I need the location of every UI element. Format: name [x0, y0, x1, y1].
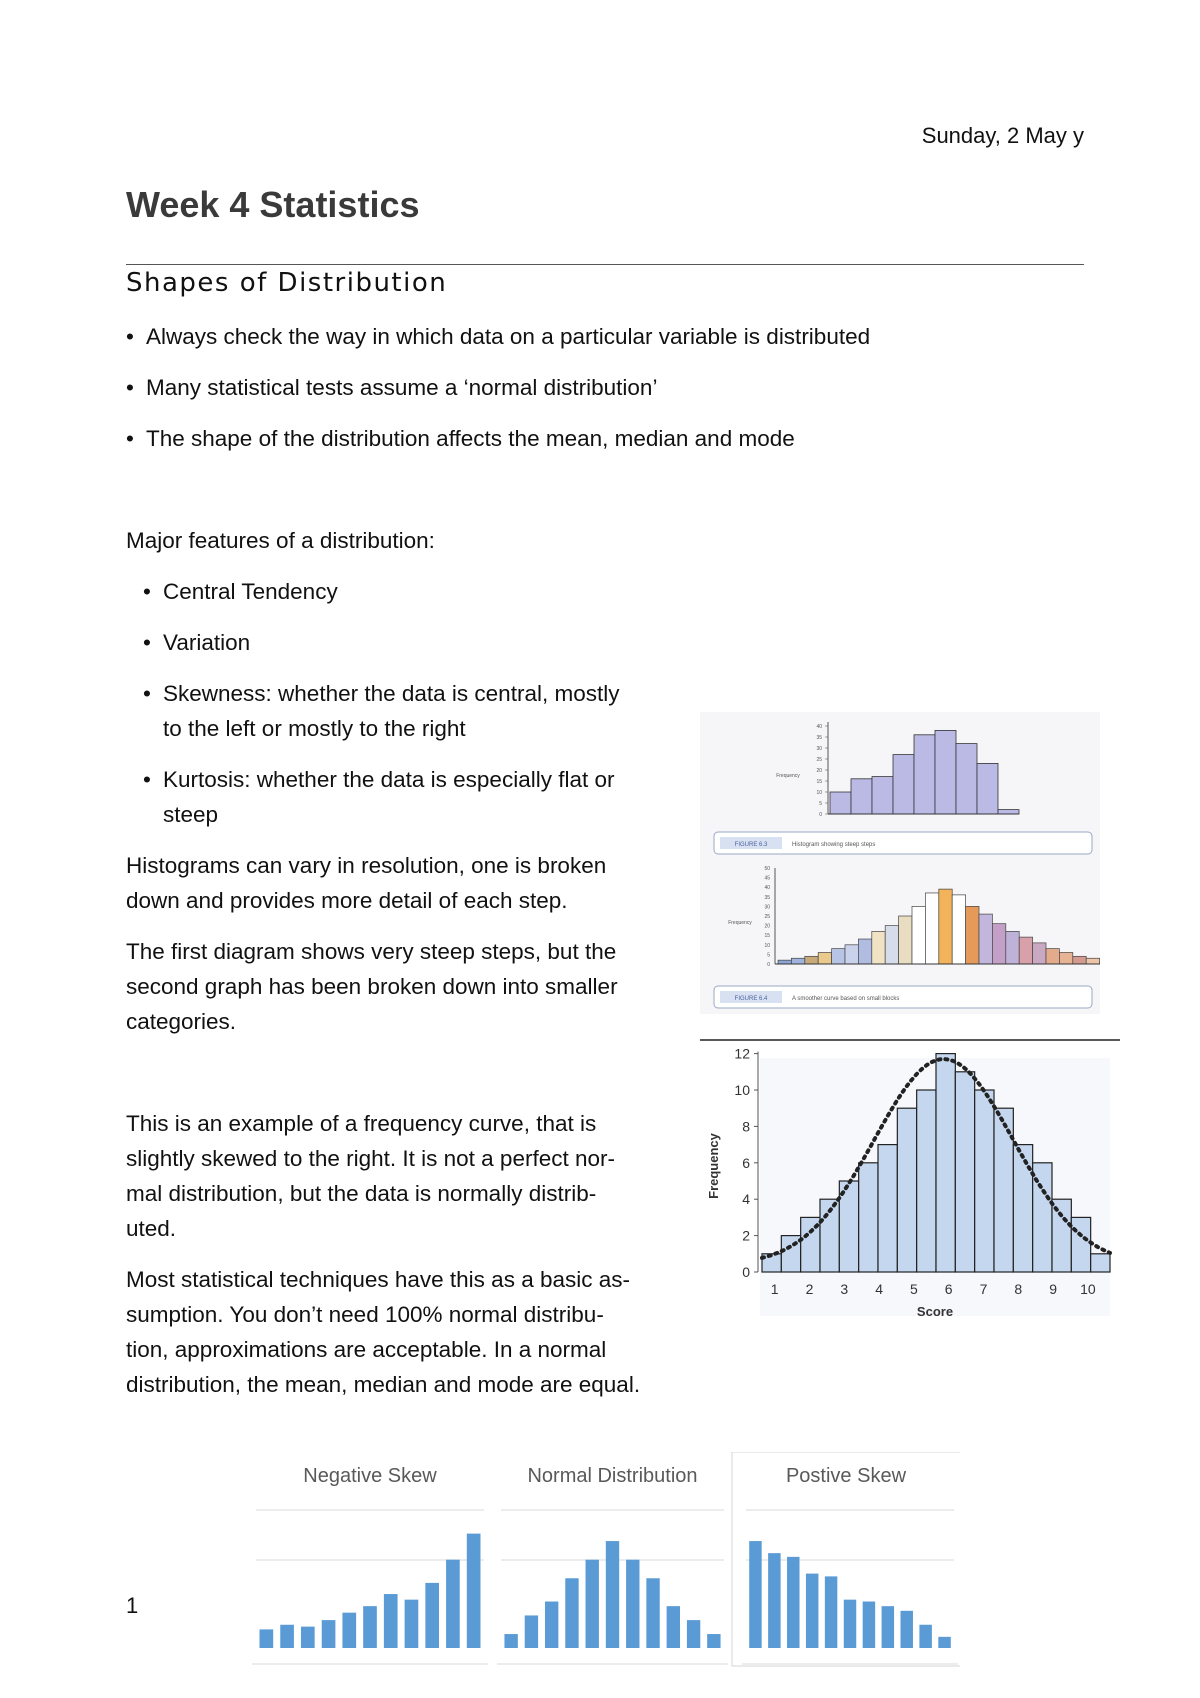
histogram-bar [1019, 937, 1032, 964]
page-title: Week 4 Statistics [126, 184, 420, 225]
histogram-bar [998, 810, 1019, 814]
histogram-bar [885, 926, 898, 964]
chart-bar [504, 1634, 517, 1648]
histogram-bar [1091, 1254, 1110, 1272]
y-tick-label: 12 [734, 1045, 750, 1062]
chart-bar [787, 1557, 799, 1648]
y-tick-label: 0 [819, 812, 822, 818]
y-tick-label: 25 [764, 914, 770, 920]
bullet-item: • The shape of the distribution affects the mean, median and mode [126, 426, 795, 451]
x-tick-label: 6 [944, 1281, 953, 1297]
frequency-curve-chart [700, 1036, 1120, 1338]
chart-bar [586, 1560, 599, 1648]
histogram-bar [917, 1090, 936, 1272]
chart-bar [707, 1634, 720, 1648]
chart-bar [545, 1602, 558, 1649]
y-tick-label: 5 [819, 801, 822, 807]
chart-bar [687, 1620, 700, 1648]
histogram-bar [805, 956, 818, 964]
y-tick-label: 4 [742, 1191, 750, 1208]
chart-bar [825, 1576, 837, 1648]
chart-bar [384, 1594, 398, 1648]
page-number: 1 [126, 1593, 139, 1618]
chart-bar [405, 1600, 419, 1648]
y-tick-label: 35 [764, 894, 770, 901]
histogram-bar [897, 1108, 916, 1272]
histogram-bar [845, 945, 858, 964]
histogram-bar [936, 1054, 955, 1272]
histogram-bar [872, 931, 885, 964]
chart-bar [565, 1578, 578, 1648]
chart-title: Normal Distribution [527, 1465, 698, 1487]
chart-bar [342, 1613, 356, 1648]
y-axis-label: Frequency [706, 1133, 721, 1199]
bullet-item: • Many statistical tests assume a ‘normal distribution’ [126, 375, 658, 400]
histogram-bar [952, 895, 965, 964]
y-tick-label: 20 [764, 923, 770, 930]
y-tick-label: 25 [816, 757, 822, 763]
paragraph-steps: The first diagram shows very steep steps, but the second graph has been broken down into smaller categories. [126, 939, 618, 1034]
heading-divider [126, 264, 1084, 265]
x-tick-label: 4 [875, 1281, 883, 1297]
caption-tag: FIGURE 6.3 [734, 842, 768, 848]
chart-bar [260, 1629, 274, 1648]
histogram-bar [975, 1090, 994, 1272]
chart-bar [882, 1606, 894, 1648]
y-tick-label: 20 [816, 768, 822, 774]
chart-bar [646, 1578, 659, 1648]
y-tick-label: 50 [764, 866, 770, 872]
histogram-bar [893, 755, 914, 814]
feature-item: • Skewness: whether the data is central, mostly to the left or mostly to the right [143, 681, 620, 741]
x-tick-label: 10 [1080, 1281, 1096, 1297]
y-tick-label: 10 [816, 790, 822, 796]
histogram-bar [1006, 931, 1019, 964]
figure-caption: A smoother curve based on small blocks [792, 996, 900, 1002]
y-tick-label: 10 [734, 1082, 750, 1098]
y-tick-label: 0 [767, 962, 770, 968]
histogram-bar [830, 792, 851, 814]
histogram-bar [1071, 1217, 1090, 1272]
y-tick-label: 45 [764, 875, 770, 882]
chart-bar [749, 1541, 761, 1648]
histogram-bar [1013, 1145, 1032, 1272]
histogram-bar [992, 924, 1005, 964]
bullet-text: Always check the way in which data on a particular variable is distributed [146, 324, 871, 349]
histogram-bar [778, 960, 791, 964]
chart-bar [425, 1583, 439, 1648]
histogram-bar [872, 777, 893, 814]
histogram-bar [1033, 943, 1046, 964]
x-tick-label: 3 [840, 1281, 849, 1297]
histogram-fine-steps [700, 860, 1100, 1014]
y-axis-label: Frequency [728, 920, 752, 926]
y-tick-label: 40 [816, 724, 822, 730]
y-tick-label: 35 [816, 735, 822, 741]
y-tick-label: 30 [764, 904, 770, 911]
histogram-bar [939, 889, 952, 964]
skew-comparison-charts [250, 1452, 960, 1670]
chart-bar [667, 1606, 680, 1648]
section-heading: Shapes of Distribution [126, 268, 448, 298]
x-tick-label: 9 [1049, 1281, 1057, 1297]
chart-bar [806, 1574, 818, 1648]
chart-bar [301, 1627, 315, 1648]
histogram-bar [858, 939, 871, 964]
feature-item: • Central Tendency [143, 579, 338, 604]
paragraph-frequency-curve: This is an example of a frequency curve, that is slightly skewed to the right. It is not a perfect nor- mal distribution, but the data is normally distrib- uted. [126, 1111, 615, 1241]
y-tick-label: 10 [764, 942, 770, 949]
chart-title: Postive Skew [785, 1465, 907, 1487]
y-tick-label: 30 [816, 746, 822, 752]
chart-bar [322, 1620, 336, 1648]
y-axis-label: Frequency [776, 773, 800, 779]
y-tick-label: 15 [816, 779, 822, 785]
x-tick-label: 7 [979, 1281, 988, 1297]
histogram-bar [935, 730, 956, 814]
caption-tag: FIGURE 6.4 [734, 996, 768, 1002]
x-tick-label: 2 [805, 1281, 814, 1297]
x-tick-label: 8 [1014, 1281, 1023, 1297]
x-axis-label: Score [916, 1304, 954, 1319]
histogram-bar [859, 1163, 878, 1272]
histogram-bar [781, 1236, 800, 1272]
y-tick-label: 2 [742, 1227, 750, 1244]
chart-bar [446, 1560, 460, 1648]
histogram-bar [878, 1145, 897, 1272]
histogram-bar [979, 914, 992, 964]
histogram-bar [1046, 949, 1059, 964]
chart-bar [938, 1637, 950, 1648]
y-tick-label: 5 [767, 952, 770, 959]
x-tick-label: 1 [770, 1281, 779, 1297]
chart-bar [919, 1625, 931, 1648]
y-tick-label: 40 [764, 885, 770, 892]
y-tick-label: 8 [742, 1118, 750, 1135]
paragraph-histograms: Histograms can vary in resolution, one is broken down and provides more detail of each step. [126, 853, 607, 913]
histogram-bar [818, 952, 831, 964]
figure-caption: Histogram showing steep steps [792, 842, 876, 848]
chart-bar [606, 1541, 619, 1648]
bullet-text: Many statistical tests assume a ‘normal distribution’ [146, 375, 658, 400]
histogram-bar [914, 735, 935, 814]
histogram-bar [956, 744, 977, 814]
paragraph-normal-distribution: Most statistical techniques have this as a basic as- sumption. You don’t need 100% normal distribu- tion, approximations are acceptable. In a normal distribution, the mean, median and mode are equal. [126, 1267, 641, 1397]
chart-bar [768, 1553, 780, 1648]
histogram-bar [912, 906, 925, 964]
bullet-item: • Always check the way in which data on a particular variable is distributed [126, 324, 871, 349]
y-tick-label: 6 [742, 1154, 750, 1171]
features-intro: Major features of a distribution: [126, 528, 435, 553]
histogram-bar [832, 949, 845, 964]
chart-bar [863, 1602, 875, 1649]
histogram-bar [966, 906, 979, 964]
chart-bar [280, 1625, 294, 1648]
y-tick-label: 15 [764, 933, 770, 940]
chart-bar [525, 1615, 538, 1648]
histogram-bar [955, 1072, 974, 1272]
chart-bar [363, 1606, 377, 1648]
chart-title: Negative Skew [303, 1465, 437, 1487]
chart-bar [626, 1560, 639, 1648]
histogram-bar [1086, 958, 1099, 964]
chart-bar [467, 1534, 481, 1648]
feature-item: • Kurtosis: whether the data is especially flat or steep [143, 767, 615, 827]
chart-bar [844, 1600, 856, 1648]
histogram-bar [1073, 956, 1086, 964]
bullet-text: The shape of the distribution affects the mean, median and mode [146, 426, 795, 451]
histogram-bar [791, 958, 804, 964]
y-tick-label: 0 [742, 1264, 750, 1280]
histogram-bar [1059, 952, 1072, 964]
feature-item: • Variation [143, 630, 251, 655]
histogram-steep-steps [700, 712, 1100, 862]
histogram-bar [851, 779, 872, 814]
histogram-bar [899, 916, 912, 964]
x-tick-label: 5 [910, 1281, 918, 1297]
histogram-bar [925, 893, 938, 964]
histogram-bar [977, 763, 998, 814]
date-header: Sunday, 2 May y [921, 123, 1084, 148]
chart-bar [900, 1611, 912, 1648]
